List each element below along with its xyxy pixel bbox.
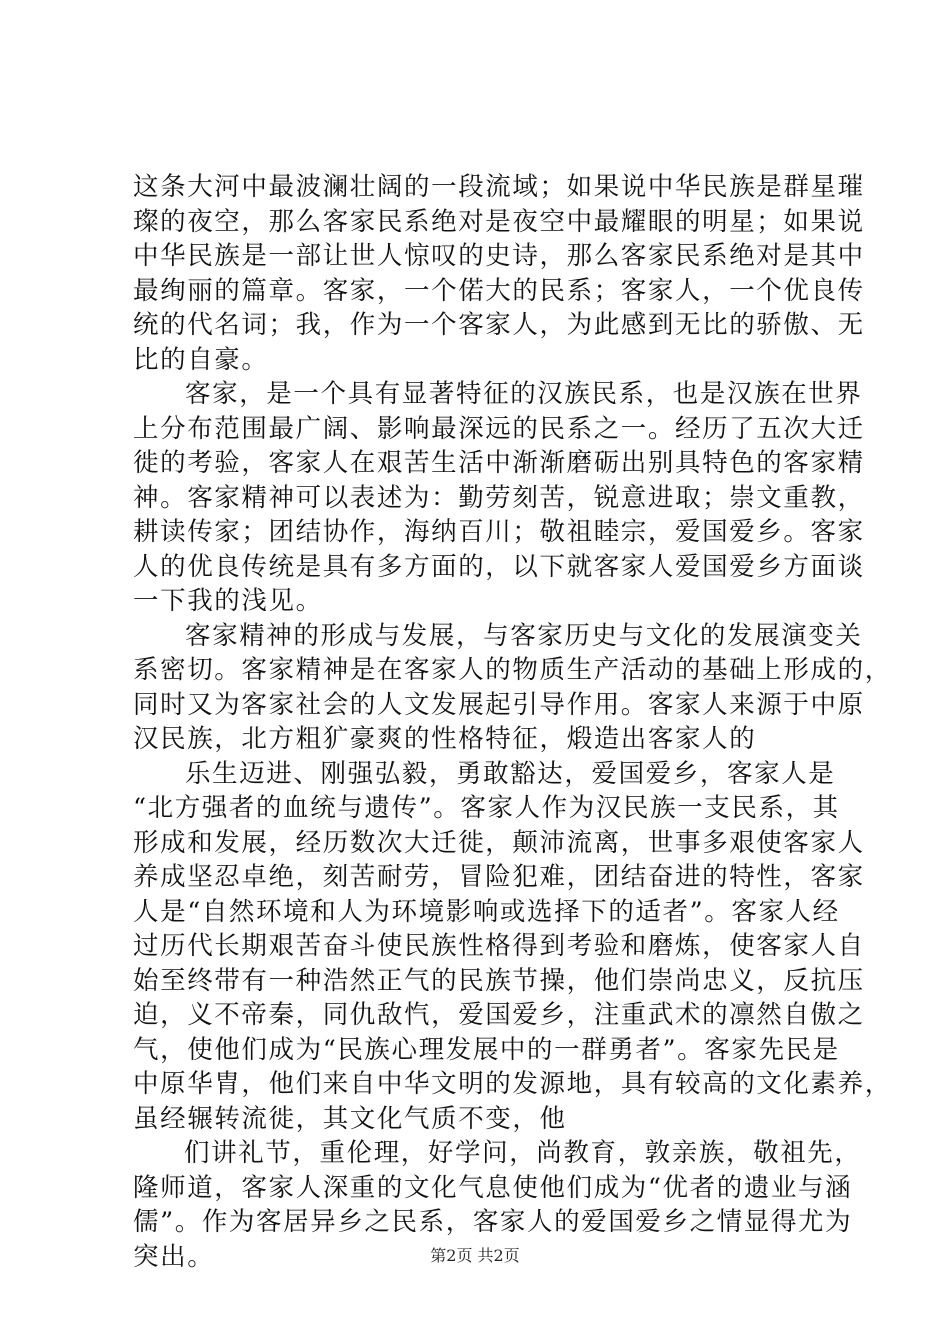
text-line: 隆师道，客家人深重的文化气息使他们成为“优者的遗业与涵 [133,1172,853,1203]
text-line: 比的自豪。 [133,344,269,375]
text-line: 神。客家精神可以表述为：勤劳刻苦，锐意进取；崇文重教， [133,482,865,513]
text-line: 儒”。作为客居异乡之民系，客家人的爱国爱乡之情显得尤为 [133,1207,853,1237]
text-line: 最绚丽的篇章。客家，一个偌大的民系；客家人，一个优良传 [133,275,865,306]
text-line: 上分布范围最广阔、影响最深远的民系之一。经历了五次大迁 [133,413,865,444]
text-line: 中华民族是一部让世人惊叹的史诗，那么客家民系绝对是其中 [133,241,865,271]
text-line: 耕读传家；团结协作，海纳百川；敬祖睦宗，爱国爱乡。客家 [133,517,865,547]
text-line: 人是“自然环境和人为环境影响或选择下的适者”。客家人经 [133,896,840,927]
text-line: 璨的夜空，那么客家民系绝对是夜空中最耀眼的明星；如果说 [133,206,865,237]
text-line: 同时又为客家社会的人文发展起引导作用。客家人来源于中原 [133,689,865,720]
text-line: 突出。 [133,1241,215,1272]
text-line: 中原华胄，他们来自中华文明的发源地，具有较高的文化素养， [133,1069,892,1099]
text-line: 徙的考验，客家人在艰苦生活中渐渐磨砺出别具特色的客家精 [133,448,865,478]
page-number-footer: 第2页 共2页 [430,1246,520,1265]
text-line: 这条大河中最波澜壮阔的一段流域；如果说中华民族是群星璀 [133,172,865,202]
text-line: 汉民族，北方粗犷豪爽的性格特征，煅造出客家人的 [133,724,757,754]
text-line: “北方强者的血统与遗传”。客家人作为汉民族一支民系，其 [133,793,840,823]
text-line: 一下我的浅见。 [133,586,323,616]
text-line: 人的优良传统是具有多方面的，以下就客家人爱国爱乡方面谈 [133,551,865,582]
paragraph-first-line: 乐生迈进、刚强弘毅，勇敢豁达，爱国爱乡，客家人是 [185,758,836,789]
text-line: 气，使他们成为“民族心理发展中的一群勇者”。客家先民是 [133,1034,840,1065]
text-line: 始至终带有一种浩然正气的民族节操，他们崇尚忠义，反抗压 [133,965,865,996]
body-text [133,170,892,1274]
text-line: 统的代名词；我，作为一个客家人，为此感到无比的骄傲、无 [133,310,865,340]
text-line: 养成坚忍卓绝，刻苦耐劳，冒险犯难，团结奋进的特性，客家 [133,862,865,892]
text-line: 过历代长期艰苦奋斗使民族性格得到考验和磨炼，使客家人自 [133,931,865,961]
paragraph-first-line: 客家精神的形成与发展，与客家历史与文化的发展演变关 [185,620,863,651]
paragraph-first-line: 客家，是一个具有显著特征的汉族民系，也是汉族在世界 [185,379,863,409]
text-line: 系密切。客家精神是在客家人的物质生产活动的基础上形成的， [133,655,892,685]
text-line: 迫，义不帝秦，同仇敌忾，爱国爱乡，注重武术的凛然自傲之 [133,1000,865,1030]
text-line: 虽经辗转流徙，其文化气质不变，他 [133,1103,567,1134]
paragraph-first-line: 们讲礼节，重伦理，好学问，尚教育，敦亲族，敬祖先， [184,1138,862,1168]
text-line: 形成和发展，经历数次大迁徙，颠沛流离，世事多艰使客家人 [133,827,865,858]
